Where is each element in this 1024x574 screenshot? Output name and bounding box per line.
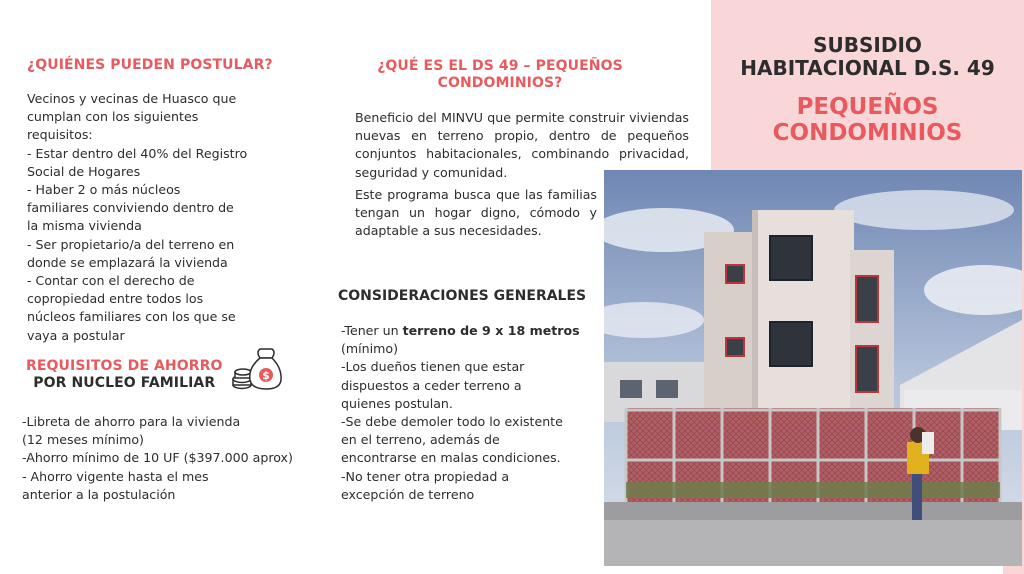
savings-title-line1: REQUISITOS DE AHORRO [26, 358, 223, 374]
money-bag-coins-icon [230, 346, 282, 396]
terrain-size-bold: terreno de 9 x 18 metros [402, 323, 580, 338]
general-considerations-list [341, 322, 581, 504]
list-line: anterior a la postulación [22, 486, 176, 502]
list-line: (mínimo) [341, 341, 399, 357]
list-line [341, 322, 581, 340]
list-line: requisitos: [27, 127, 93, 143]
small-condos-title [711, 94, 1024, 146]
subsidy-title-line1: SUBSIDIO [813, 33, 922, 57]
general-considerations-title: CONSIDERACIONES GENERALES [338, 288, 587, 304]
savings-title-line2: POR NUCLEO FAMILIAR [33, 375, 216, 391]
subsidy-title-line2: HABITACIONAL D.S. 49 [740, 56, 995, 80]
list-line: vaya a postular [27, 327, 125, 343]
building-render-image [604, 170, 1022, 566]
list-line: donde se emplazará la vivienda [27, 254, 228, 270]
condo-title-line2: CONDOMINIOS [772, 120, 963, 146]
list-line: -Libreta de ahorro para la vivienda [22, 414, 241, 429]
who-can-apply-title: ¿QUIÉNES PUEDEN POSTULAR? [27, 57, 273, 73]
list-line: - Haber 2 o más núcleos [27, 182, 181, 198]
list-line: Social de Hogares [27, 163, 141, 179]
list-line: - Estar dentro del 40% del Registro [27, 145, 248, 161]
list-line: copropiedad entre todos los [27, 291, 204, 307]
what-is-ds49-title [350, 58, 650, 92]
ds49-title-line2: CONDOMINIOS? [437, 75, 563, 91]
ds49-goal-paragraph: Este programa busca que las familias tengan un hogar digno, cómodo y adaptable a sus necesidades. [355, 187, 597, 239]
ds49-title-line1: ¿QUÉ ES EL DS 49 – PEQUEÑOS [377, 58, 623, 74]
list-line: en el terreno, además de [341, 432, 500, 448]
list-line: - Ahorro vigente hasta el mes [22, 468, 209, 484]
list-line: quienes postulan. [341, 395, 453, 411]
list-line: núcleos familiares con los que se [27, 309, 236, 325]
condo-title-line1: PEQUEÑOS [796, 94, 939, 120]
list-line: encontrarse en malas condiciones. [341, 450, 561, 466]
list-line: - Contar con el derecho de [27, 273, 195, 289]
terrain-prefix: -Tener un [341, 323, 403, 338]
list-line: familiares conviviendo dentro de [27, 200, 234, 216]
list-line: -Los dueños tienen que estar [341, 359, 525, 375]
list-line: dispuestos a ceder terreno a [341, 377, 522, 393]
savings-requirements-title [26, 358, 223, 392]
list-line: - Ser propietario/a del terreno en [27, 236, 235, 252]
list-line: -Se debe demoler todo lo existente [341, 414, 563, 430]
list-line: -Ahorro mínimo de 10 UF ($397.000 aprox) [22, 450, 293, 466]
list-line: excepción de terreno [341, 486, 475, 502]
savings-requirements-list [22, 413, 312, 504]
list-line: cumplan con los siguientes [27, 109, 199, 125]
list-line: (12 meses mínimo) [22, 432, 144, 448]
who-can-apply-list [27, 90, 259, 345]
ds49-description-paragraph: Beneficio del MINVU que permite construir viviendas nuevas en terreno propio, dentro de pequeños conjuntos habitacionales, combinando privacidad, seguridad y comunidad. [355, 110, 689, 180]
list-line: -No tener otra propiedad a [341, 468, 510, 484]
list-line: la misma vivienda [27, 218, 142, 234]
list-line: Vecinos y vecinas de Huasco que [27, 91, 237, 106]
svg-text:$: $ [262, 369, 270, 382]
subsidy-title [711, 34, 1024, 80]
